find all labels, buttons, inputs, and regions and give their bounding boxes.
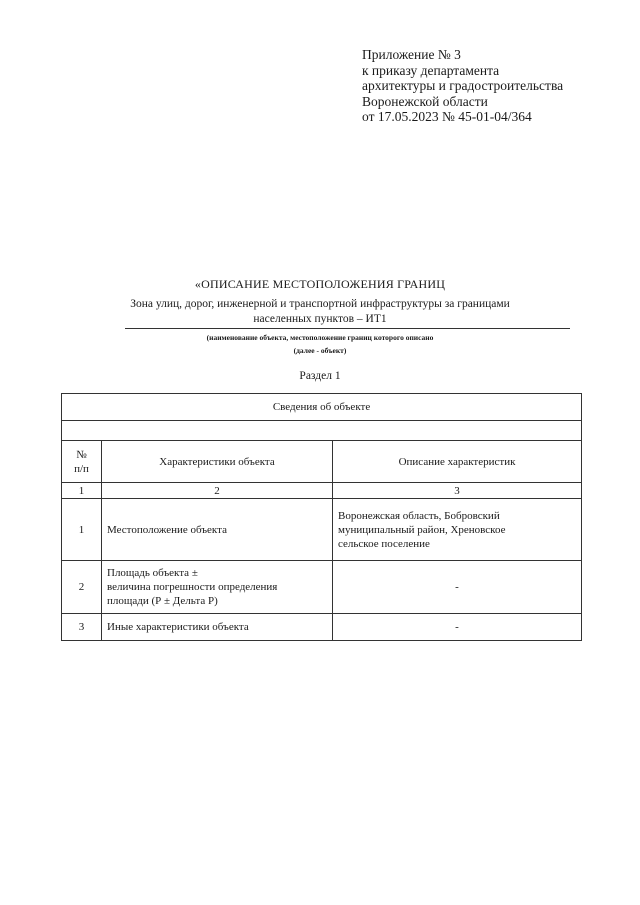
row-characteristic-line: площади (Р ± Дельта Р) — [107, 595, 218, 607]
object-name-line: Зона улиц, дорог, инженерной и транспортной инфраструктуры за границами — [130, 298, 510, 310]
table-row — [62, 561, 582, 614]
appendix-header — [362, 47, 622, 125]
table-caption: Сведения об объекте — [62, 394, 582, 421]
row-characteristic-line: Площадь объекта ± — [107, 567, 198, 579]
row-number: 1 — [62, 499, 102, 561]
table-spacer-cell — [62, 421, 582, 441]
section-title: Раздел 1 — [299, 370, 341, 382]
table-row — [62, 614, 582, 641]
column-number: 2 — [102, 483, 333, 499]
appendix-line: от 17.05.2023 № 45-01-04/364 — [362, 109, 532, 124]
row-description-line: муниципальный район, Хреновское — [338, 523, 506, 536]
column-number-row — [62, 483, 582, 499]
header-number-line: № — [76, 448, 87, 461]
row-characteristic-line: величина погрешности определения — [107, 581, 278, 593]
appendix-line: Воронежской области — [362, 93, 488, 109]
header-number-line: п/п — [74, 462, 89, 475]
column-number: 1 — [62, 483, 102, 499]
header-characteristics: Характеристики объекта — [102, 441, 333, 483]
document-title: «ОПИСАНИЕ МЕСТОПОЛОЖЕНИЯ ГРАНИЦ — [194, 277, 446, 291]
table-header-row — [62, 441, 582, 483]
header-description: Описание характеристик — [333, 441, 582, 483]
row-description: - — [333, 561, 582, 614]
object-name — [60, 297, 580, 327]
row-characteristic — [102, 561, 333, 614]
object-name-note: (наименование объекта, местоположение границ которого описано — [206, 333, 434, 342]
row-number: 3 — [62, 614, 102, 641]
row-characteristic: Местоположение объекта — [102, 499, 333, 561]
header-number — [62, 441, 102, 483]
appendix-line: к приказу департамента — [362, 62, 500, 78]
row-number: 2 — [62, 561, 102, 614]
object-name-note-sub: (далее - объект) — [293, 346, 347, 355]
appendix-line: архитектуры и градостроительства — [362, 78, 564, 93]
row-description: - — [333, 614, 582, 641]
object-name-line: населенных пунктов – ИТ1 — [253, 313, 387, 325]
object-info-table — [61, 393, 582, 641]
column-number: 3 — [333, 483, 582, 499]
row-description-line: сельское поселение — [338, 537, 430, 550]
row-description-line: Воронежская область, Бобровский — [338, 509, 500, 522]
table-caption-row — [62, 394, 582, 421]
row-characteristic: Иные характеристики объекта — [102, 614, 333, 641]
row-description — [333, 499, 582, 561]
appendix-line: Приложение № 3 — [362, 47, 461, 62]
table-row — [62, 499, 582, 561]
underline-divider — [125, 328, 570, 329]
table-spacer-row — [62, 421, 582, 441]
